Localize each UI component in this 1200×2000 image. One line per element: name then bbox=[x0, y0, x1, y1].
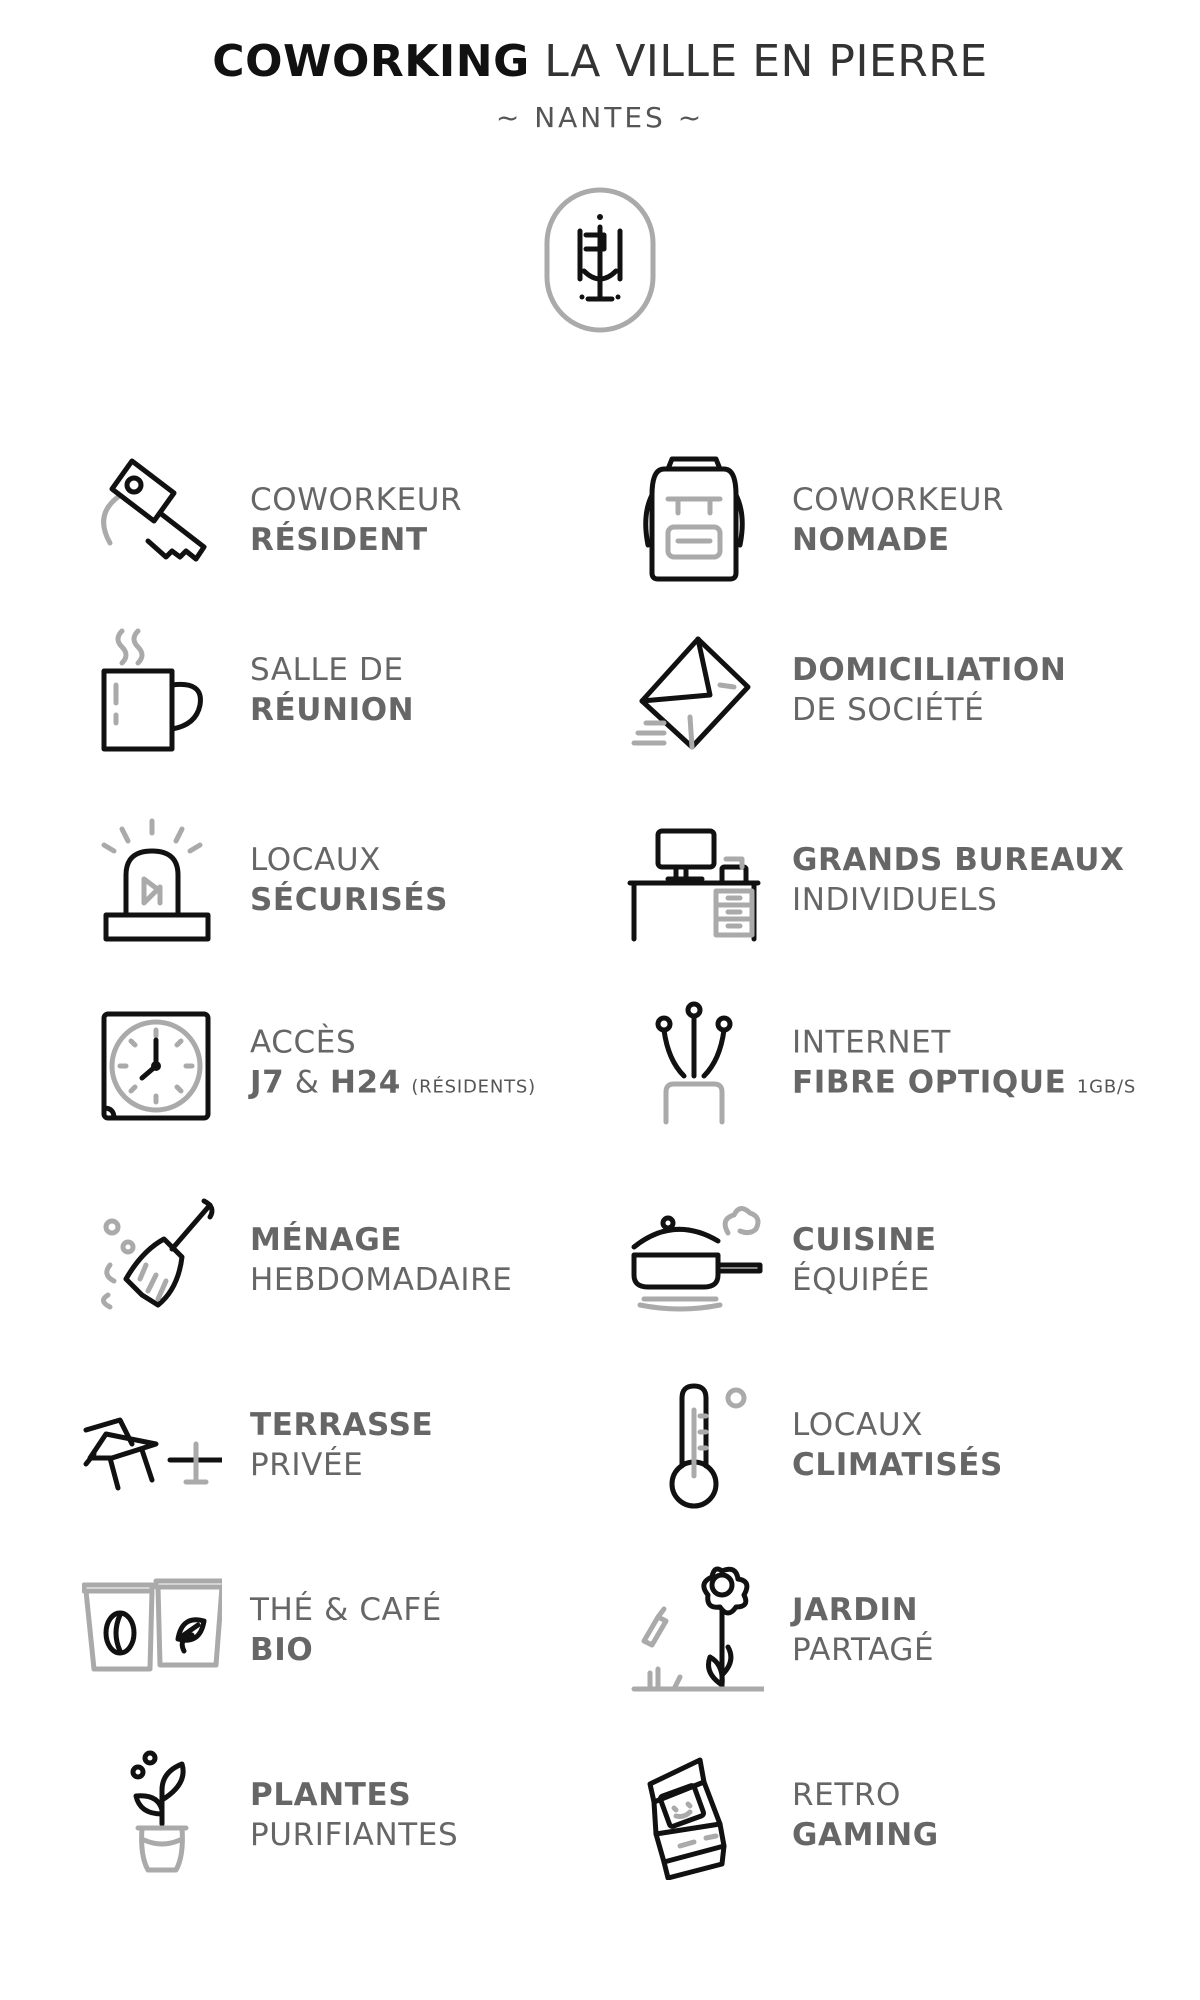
feature-jardin bbox=[624, 1565, 1164, 1695]
feature-nomade bbox=[624, 455, 1164, 585]
feature-line2: ÉQUIPÉE bbox=[792, 1262, 930, 1298]
thermometer-icon bbox=[624, 1380, 764, 1510]
feature-resident bbox=[82, 455, 562, 585]
feature-line1: TERRASSE bbox=[250, 1407, 434, 1443]
feature-line1: LOCAUX bbox=[250, 842, 381, 878]
logo-icon bbox=[544, 187, 656, 333]
feature-reunion bbox=[82, 625, 562, 755]
feature-note: 1GB/S bbox=[1076, 1076, 1137, 1098]
broom-icon bbox=[82, 1195, 222, 1325]
feature-amp: & bbox=[284, 1064, 330, 1101]
feature-retro-gaming bbox=[624, 1750, 1164, 1880]
header bbox=[0, 36, 1200, 134]
feature-line2: PARTAGÉ bbox=[792, 1632, 935, 1668]
feature-cuisine bbox=[624, 1195, 1164, 1325]
page-subtitle: ~ NANTES ~ bbox=[495, 101, 705, 134]
title-bold: COWORKING bbox=[212, 36, 530, 87]
feature-bureaux bbox=[624, 815, 1184, 945]
flower-icon bbox=[624, 1565, 764, 1695]
feature-internet bbox=[624, 1000, 1184, 1130]
feature-line1: COWORKEUR bbox=[792, 482, 1005, 518]
clock-icon bbox=[82, 1000, 222, 1130]
feature-line1: INTERNET bbox=[792, 1024, 951, 1061]
feature-plantes bbox=[82, 1750, 562, 1880]
feature-securises bbox=[82, 815, 562, 945]
feature-line2: DE SOCIÉTÉ bbox=[792, 692, 985, 728]
feature-line2: SÉCURISÉS bbox=[250, 882, 449, 918]
feature-line1: COWORKEUR bbox=[250, 482, 463, 518]
page-title bbox=[0, 36, 1200, 87]
feature-terrasse bbox=[82, 1380, 562, 1510]
fiber-optic-icon bbox=[624, 1000, 764, 1130]
feature-line1: DOMICILIATION bbox=[792, 652, 1067, 688]
feature-acces bbox=[82, 1000, 602, 1130]
deck-chair-icon bbox=[82, 1380, 222, 1510]
pan-icon bbox=[624, 1195, 764, 1325]
feature-h24: H24 bbox=[330, 1064, 401, 1101]
feature-line1: THÉ & CAFÉ bbox=[250, 1592, 442, 1628]
feature-line1: PLANTES bbox=[250, 1777, 412, 1813]
tea-coffee-bags-icon bbox=[82, 1565, 222, 1695]
feature-line2: RÉUNION bbox=[250, 692, 415, 728]
feature-line2: PURIFIANTES bbox=[250, 1817, 459, 1853]
mug-icon bbox=[82, 625, 222, 755]
feature-line2: RÉSIDENT bbox=[250, 522, 428, 558]
feature-line2: BIO bbox=[250, 1632, 314, 1668]
feature-line2: CLIMATISÉS bbox=[792, 1447, 1003, 1483]
feature-line1: CUISINE bbox=[792, 1222, 937, 1258]
feature-line1: MÉNAGE bbox=[250, 1222, 403, 1258]
feature-line2: FIBRE OPTIQUE bbox=[792, 1064, 1067, 1101]
envelope-icon bbox=[624, 625, 764, 755]
feature-line1: SALLE DE bbox=[250, 652, 404, 688]
desk-icon bbox=[624, 815, 764, 945]
feature-menage bbox=[82, 1195, 582, 1325]
plant-pot-icon bbox=[82, 1750, 222, 1880]
feature-line2: HEBDOMADAIRE bbox=[250, 1262, 513, 1298]
backpack-icon bbox=[624, 455, 764, 585]
feature-domiciliation bbox=[624, 625, 1164, 755]
feature-line1: GRANDS BUREAUX bbox=[792, 842, 1125, 878]
feature-line1: RETRO bbox=[792, 1777, 902, 1813]
feature-line2: INDIVIDUELS bbox=[792, 882, 998, 918]
arcade-icon bbox=[624, 1750, 764, 1880]
feature-line2: GAMING bbox=[792, 1817, 939, 1853]
key-icon bbox=[82, 455, 222, 585]
feature-line2: NOMADE bbox=[792, 522, 950, 558]
feature-line2: PRIVÉE bbox=[250, 1447, 364, 1483]
title-light: LA VILLE EN PIERRE bbox=[544, 36, 988, 87]
feature-line1: LOCAUX bbox=[792, 1407, 923, 1443]
feature-climatises bbox=[624, 1380, 1164, 1510]
feature-the-cafe bbox=[82, 1565, 562, 1695]
feature-j7: J7 bbox=[250, 1064, 285, 1101]
feature-line1: JARDIN bbox=[792, 1592, 919, 1628]
feature-note: (RÉSIDENTS) bbox=[411, 1076, 536, 1098]
alarm-light-icon bbox=[82, 815, 222, 945]
feature-line1: ACCÈS bbox=[250, 1024, 357, 1061]
